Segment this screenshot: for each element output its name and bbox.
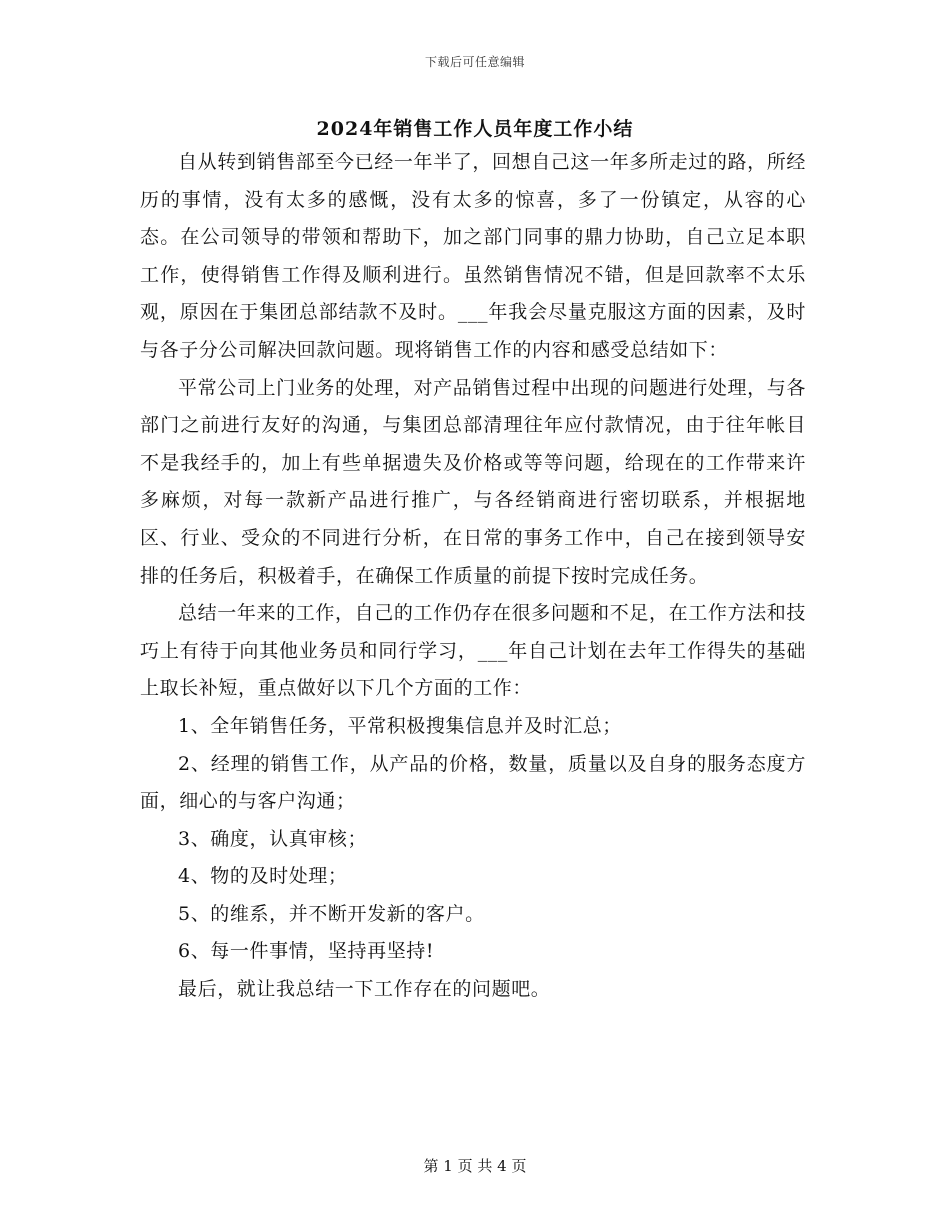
document-title: 2024年销售工作人员年度工作小结 xyxy=(316,118,634,140)
paragraph-summary: 总结一年来的工作，自己的工作仍存在很多问题和不足，在工作方法和技巧上有待于向其他业务员和同行学习，___年自己计划在去年工作得失的基础上取长补短，重点做好以下几个方面的工作： xyxy=(140,602,806,700)
paragraph-closing: 最后，就让我总结一下工作存在的问题吧。 xyxy=(178,978,551,1001)
list-item-3: 3、确度，认真审核； xyxy=(178,827,368,850)
paragraph-daily-work: 平常公司上门业务的处理，对产品销售过程中出现的问题进行处理，与各部门之前进行友好的沟通，与集团总部清理往年应付款情况，由于往年帐目不是我经手的，加上有些单据遗失及价格或等等问题，给现在的工作带来许多麻烦，对每一款新产品进行推广，与各经销商进行密切联系，并根据地区、行业、受众的不同进行分析，在日常的事务工作中，自己在接到领导安排的任务后，积极着手，在确保工作质量的前提下按时完成任务。 xyxy=(140,376,806,587)
document-body xyxy=(140,144,806,1009)
list-item-1: 1、全年销售任务，平常积极搜集信息并及时汇总； xyxy=(178,714,622,737)
header-note: 下载后可任意编辑 xyxy=(424,55,525,69)
page-number: 第 1 页 共 4 页 xyxy=(423,1157,527,1175)
list-item-2: 2、经理的销售工作，从产品的价格，数量，质量以及自身的服务态度方面，细心的与客户沟通； xyxy=(140,752,806,813)
list-item-6: 6、每一件事情，坚持再坚持! xyxy=(178,940,435,963)
list-item-5: 5、的维系，并不断开发新的客户。 xyxy=(178,902,485,925)
paragraph-intro: 自从转到销售部至今已经一年半了，回想自己这一年多所走过的路，所经历的事情，没有太多的感慨，没有太多的惊喜，多了一份镇定，从容的心态。在公司领导的带领和帮助下，加之部门同事的鼎力协助，自己立足本职工作，使得销售工作得及顺利进行。虽然销售情况不错，但是回款率不太乐观，原因在于集团总部结款不及时。___年我会尽量克服这方面的因素，及时与各子分公司解决回款问题。现将销售工作的内容和感受总结如下： xyxy=(140,151,806,361)
list-item-4: 4、物的及时处理； xyxy=(178,865,348,888)
